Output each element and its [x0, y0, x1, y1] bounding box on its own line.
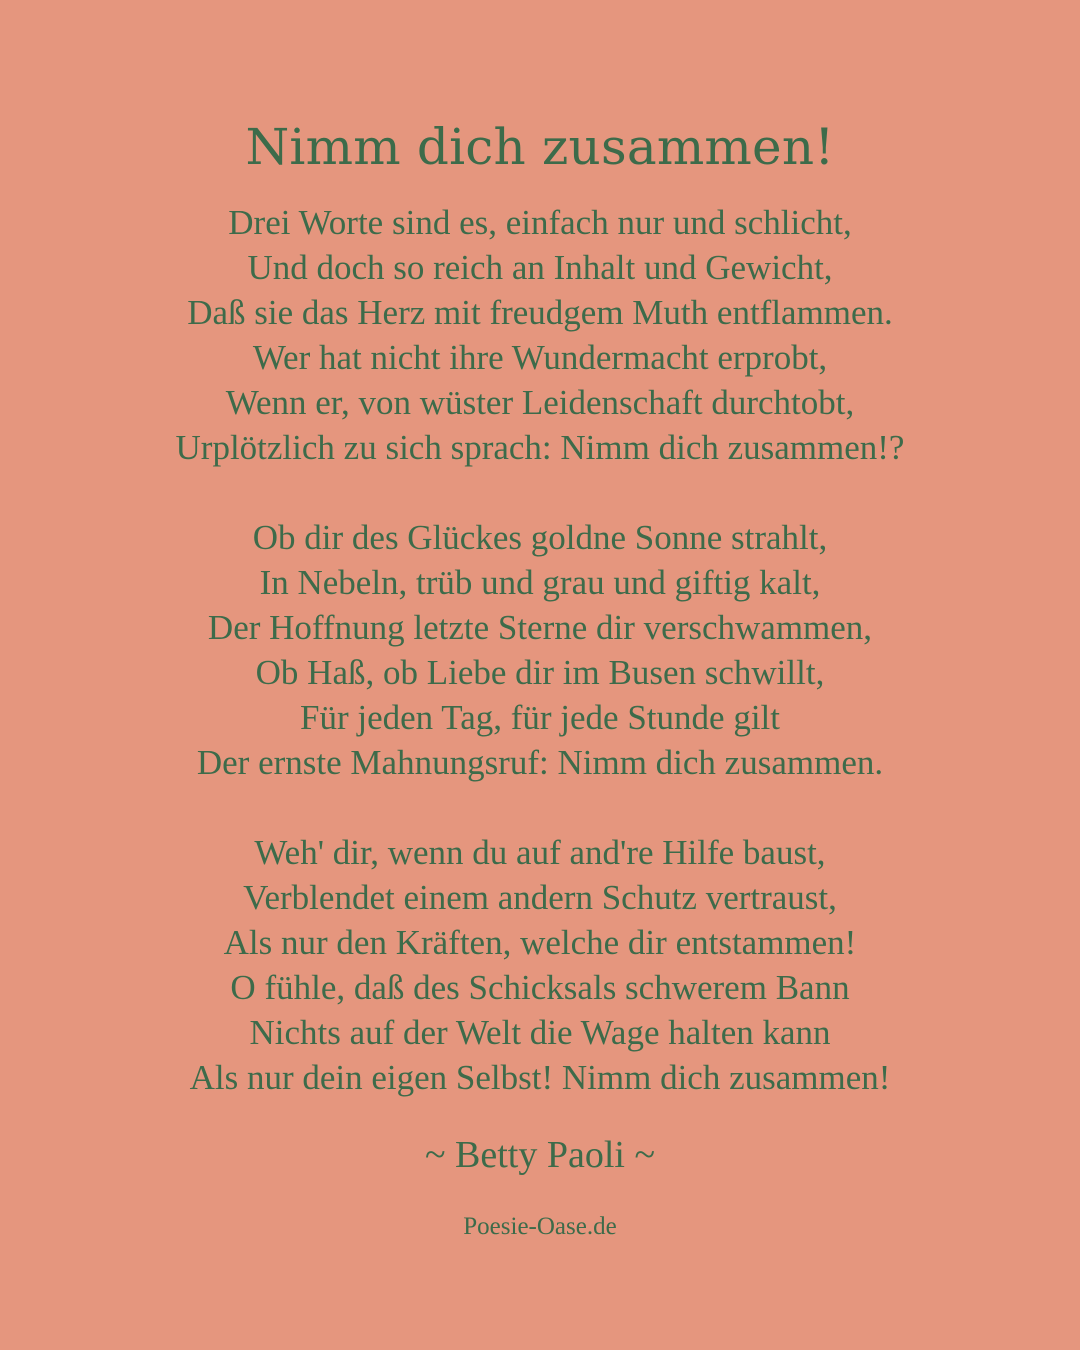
- poem-line: Drei Worte sind es, einfach nur und schlicht,: [228, 203, 852, 242]
- poem-line: Ob dir des Glückes goldne Sonne strahlt,: [252, 518, 828, 557]
- site-credit: Poesie-Oase.de: [463, 1213, 617, 1240]
- poem-line: Wer hat nicht ihre Wundermacht erprobt,: [252, 338, 828, 377]
- poem-line: Und doch so reich an Inhalt und Gewicht,: [247, 248, 833, 287]
- poem-line: Daß sie das Herz mit freudgem Muth entflammen.: [187, 293, 893, 332]
- poem-line: Für jeden Tag, für jede Stunde gilt: [299, 698, 780, 737]
- poem-line: Verblendet einem andern Schutz vertraust,: [243, 878, 837, 917]
- poem-line: Nichts auf der Welt die Wage halten kann: [249, 1013, 831, 1052]
- poem-line: Der Hoffnung letzte Sterne dir verschwammen,: [207, 608, 873, 647]
- poem-title: Nimm dich zusammen!: [245, 118, 835, 176]
- poem-line: Als nur dein eigen Selbst! Nimm dich zusammen!: [189, 1058, 891, 1097]
- poem-body: [0, 200, 1080, 1145]
- poem-line: Weh' dir, wenn du auf and're Hilfe baust,: [254, 833, 826, 872]
- poem-line: Urplötzlich zu sich sprach: Nimm dich zusammen!?: [175, 428, 905, 467]
- stanza-3: [0, 830, 1080, 1100]
- stanza-2: [0, 515, 1080, 785]
- poem-line: Als nur den Kräften, welche dir entstammen!: [223, 923, 857, 962]
- poem-line: Ob Haß, ob Liebe dir im Busen schwillt,: [255, 653, 825, 692]
- poem-line: In Nebeln, trüb und grau und giftig kalt,: [259, 563, 821, 602]
- stanza-1: [0, 200, 1080, 470]
- poem-line: Wenn er, von wüster Leidenschaft durchtobt,: [225, 383, 855, 422]
- poem-author: ~ Betty Paoli ~: [424, 1134, 656, 1176]
- poem-line: O fühle, daß des Schicksals schwerem Bann: [230, 968, 850, 1007]
- poem-line: Der ernste Mahnungsruf: Nimm dich zusammen.: [196, 743, 884, 782]
